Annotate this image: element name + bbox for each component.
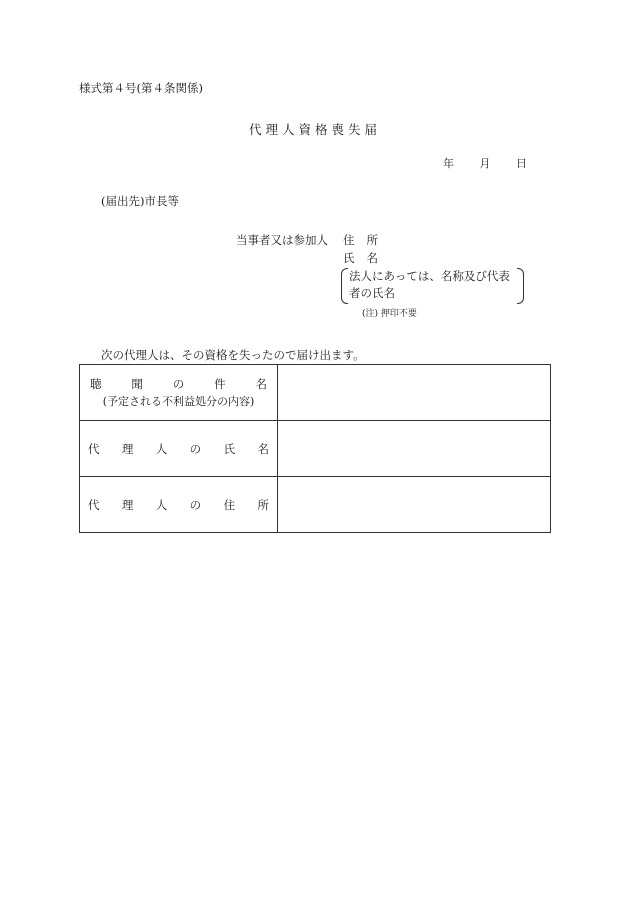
label-char: の <box>189 497 202 512</box>
label-char: 聴 <box>90 376 102 391</box>
label-char: 氏 <box>223 441 236 456</box>
year-label: 年 <box>443 157 454 170</box>
address-label: 住所 <box>343 233 390 247</box>
agent-address-field[interactable] <box>278 477 551 533</box>
label-char: 人 <box>155 497 168 512</box>
label-char: の <box>189 441 202 456</box>
right-bracket <box>517 268 524 304</box>
name-label: 氏名 <box>343 251 390 265</box>
document-title: 代理人資格喪失届 <box>248 122 381 137</box>
recipient-label: (届出先)市長等 <box>101 194 179 208</box>
label-char: 名 <box>257 441 269 456</box>
month-label: 月 <box>479 157 491 170</box>
label-char: 人 <box>155 441 168 456</box>
party-label: 当事者又は参加人 <box>236 233 328 247</box>
table-row <box>80 365 551 421</box>
label-char: 理 <box>121 441 134 456</box>
table-row <box>80 477 551 533</box>
agent-name-label <box>80 421 278 477</box>
form-table <box>79 364 551 533</box>
label-char: 所 <box>257 497 269 512</box>
statement-text: 次の代理人は、その資格を失ったので届け出ます。 <box>101 348 365 362</box>
agent-name-field[interactable] <box>278 421 551 477</box>
seal-note: (注) 押印不要 <box>362 309 417 319</box>
label-char: 理 <box>121 497 134 512</box>
date-line <box>443 155 527 171</box>
table-row <box>80 421 551 477</box>
label-char: 代 <box>88 497 100 512</box>
left-bracket <box>341 268 348 304</box>
day-label: 日 <box>516 157 527 170</box>
hearing-matter-title <box>80 376 277 393</box>
hearing-matter-field[interactable] <box>278 365 551 421</box>
hearing-matter-label <box>80 365 278 421</box>
label-char: の <box>172 376 185 391</box>
form-number-label: 様式第４号(第４条関係) <box>79 81 203 95</box>
label-char: 名 <box>255 376 267 391</box>
label-char: 住 <box>223 497 236 512</box>
corporate-note <box>341 268 524 304</box>
hearing-matter-sublabel: (予定される不利益処分の内容) <box>102 394 255 408</box>
corporate-note-text: 法人にあっては、名称及び代表者の氏名 <box>349 269 510 300</box>
label-char: 件 <box>214 376 226 391</box>
agent-address-label <box>80 477 278 533</box>
label-char: 代 <box>88 441 100 456</box>
label-char: 聞 <box>131 376 143 391</box>
